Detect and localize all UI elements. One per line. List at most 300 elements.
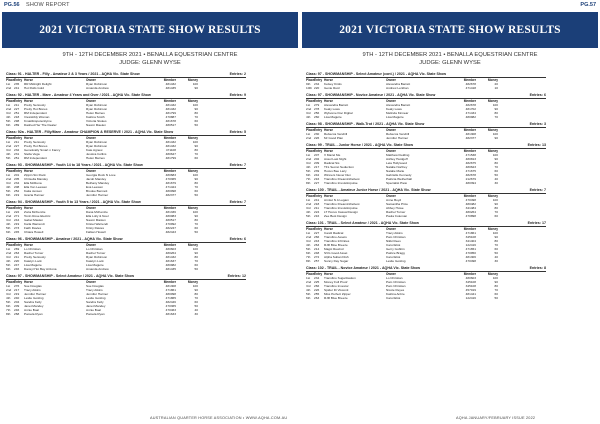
col-horse: Horse	[324, 272, 334, 276]
member-number: 341404	[465, 239, 476, 243]
member-number: 482675	[465, 161, 476, 165]
col-place: Place	[306, 78, 315, 82]
entry-number: 271	[14, 214, 20, 218]
entry-number: 263	[314, 243, 320, 247]
owner-name: Ryan Robinson	[86, 82, 108, 86]
col-owner: Owner	[386, 227, 396, 231]
owner-name: Jennifer Harmer	[86, 292, 109, 296]
entry-number: 219	[14, 222, 20, 226]
member-number: 470463	[165, 308, 176, 312]
money: 50	[494, 251, 498, 255]
entry-number: 220	[314, 86, 320, 90]
owner-name: Nikki Rees	[386, 239, 401, 243]
money: 100	[492, 103, 498, 107]
col-horse: Horse	[24, 99, 34, 103]
horse-name: Janet Mandey	[24, 304, 44, 308]
entry-number: 234	[14, 181, 20, 185]
place: 1st	[306, 153, 311, 157]
entry-number: 219	[14, 193, 20, 197]
horse-name: Jennifer Harmer	[24, 292, 47, 296]
entry-number: 211	[314, 206, 319, 210]
horse-name: Pretty Hot Bones	[24, 107, 48, 111]
owner-name: Katelyn Lock	[86, 259, 104, 263]
horse-name: Spider Di Visconti	[324, 288, 349, 292]
col-owner: Owner	[86, 206, 96, 210]
col-place: Place	[6, 136, 15, 140]
result-row	[306, 214, 546, 218]
entry-number: 231	[14, 152, 20, 156]
money: 90	[494, 202, 498, 206]
result-row	[306, 296, 546, 300]
class-entries: Entries: 6	[229, 237, 246, 241]
entry-number: 266	[314, 235, 320, 239]
horse-name: Alexandra Barrett	[324, 103, 349, 107]
footer-left: AUSTRALIAN QUARTER HORSE ASSOCIATION • WWW.AQHA.COM.AU	[150, 416, 288, 420]
col-member: Member	[463, 194, 476, 198]
member-number: 482678	[465, 103, 476, 107]
entry-number: 241	[314, 198, 320, 202]
member-number: 471434	[465, 111, 476, 115]
money: 60	[194, 119, 198, 123]
owner-name: Specialist Pieto	[386, 181, 408, 185]
class-block	[6, 72, 246, 90]
owner-name: Kate Agnew	[86, 148, 103, 152]
col-place: Place	[6, 243, 15, 247]
member-number: 480603	[165, 247, 176, 251]
member-number: 471418	[465, 86, 476, 90]
section-label: SHOW REPORT	[26, 2, 70, 8]
place: 3rd	[6, 181, 11, 185]
place: 5th	[6, 156, 11, 160]
owner-name: Jessica Collins	[86, 152, 107, 156]
col-owner: Owner	[86, 243, 96, 247]
money: 30	[494, 259, 498, 263]
place: 5th	[306, 214, 311, 218]
place: 4th	[6, 222, 11, 226]
footer	[0, 414, 600, 424]
place: 2nd	[306, 280, 312, 284]
member-number: 480394	[465, 181, 476, 185]
owner-name: Katrina Anbre	[386, 292, 405, 296]
owner-name: Kealy Lowe	[386, 107, 402, 111]
place: 3rd	[306, 161, 311, 165]
place: 4th	[6, 115, 11, 119]
class-block	[6, 200, 246, 234]
horse-name: Money Full Proof	[324, 280, 348, 284]
col-owner: Owner	[86, 136, 96, 140]
entry-number: 243	[314, 239, 320, 243]
horse-name: Rebecca Vendrill	[324, 132, 348, 136]
col-entry: Entry	[14, 136, 23, 140]
member-number: 482678	[465, 173, 476, 177]
col-member: Member	[463, 99, 476, 103]
place: 7th	[6, 308, 11, 312]
col-member: Member	[163, 243, 176, 247]
place: 5th	[6, 189, 11, 193]
class-entries: Entries: 8	[529, 266, 546, 270]
horse-name: Genetically Smart n Fancy	[24, 148, 61, 152]
member-number: 481678	[165, 119, 176, 123]
class-entries: Entries: 7	[229, 200, 246, 204]
place: 1st	[306, 198, 311, 202]
place: 1st	[6, 210, 11, 214]
class-block	[306, 122, 546, 140]
col-member: Member	[463, 272, 476, 276]
entry-number: 234	[314, 82, 320, 86]
left-banner-title: 2021 VICTORIA STATE SHOW RESULTS	[2, 12, 298, 48]
horse-name: Transfino Irresistimpulse	[324, 181, 358, 185]
member-number: 481633	[165, 312, 176, 316]
owner-name: Andrew Lenthan	[386, 86, 409, 90]
right-results-list	[306, 72, 546, 303]
horse-name: Transfino Sugaritsation	[324, 276, 356, 280]
owner-name: Jennifer Harmer	[86, 193, 109, 197]
class-title: Class: 101 - TRAIL - Select Amateur / 2021 - AQHA Vic. State Show	[306, 221, 419, 225]
money: 40	[194, 308, 198, 312]
class-block	[6, 93, 246, 127]
horse-name: Transfino Investor	[324, 284, 349, 288]
result-row	[6, 230, 246, 234]
result-row	[6, 123, 246, 127]
owner-name: Anne Boyd	[386, 198, 402, 202]
entry-number: 202	[314, 157, 320, 161]
horse-name: Alpha Sultan Dish	[324, 255, 349, 259]
horse-name: Transfino Dreaminthebest	[324, 177, 360, 181]
member-number: 470887	[165, 115, 176, 119]
entry-number: 225	[314, 280, 320, 284]
col-money: Money	[487, 78, 498, 82]
money: 90	[194, 214, 198, 218]
col-owner: Owner	[86, 99, 96, 103]
horse-name: Karla Warrendi	[24, 222, 45, 226]
top-bar	[0, 0, 600, 12]
page-number-right: PG.57	[580, 2, 596, 8]
result-row	[306, 136, 546, 140]
owner-name: Amanda Andrew	[86, 86, 109, 90]
place: 1st	[306, 103, 311, 107]
class-entries: Entries: 2	[229, 72, 246, 76]
class-entries: Entries: 12	[227, 274, 246, 278]
col-owner: Owner	[386, 128, 396, 132]
money: 80	[194, 255, 198, 259]
col-money: Money	[487, 99, 498, 103]
result-row	[6, 312, 246, 316]
member-number: 457019	[465, 288, 476, 292]
col-horse: Horse	[24, 136, 34, 140]
entry-number: 256	[314, 111, 320, 115]
place: 3rd	[6, 111, 11, 115]
right-subhead: 9TH - 12TH DECEMBER 2021 • BENALLA EQUESTRIAN CENTRE	[362, 52, 538, 58]
member-number: 481435	[165, 86, 176, 90]
entry-number: 230	[314, 132, 320, 136]
owner-name: Gabrielle Kennedy	[386, 173, 412, 177]
horse-name: RJR Bloe Breeze	[324, 243, 348, 247]
class-block	[306, 188, 546, 218]
owner-name: Fabian Howell	[86, 230, 106, 234]
place: 8th	[306, 181, 311, 185]
place: 2nd	[6, 251, 12, 255]
col-horse: Horse	[24, 206, 34, 210]
owner-name: Matthew Fielding	[386, 153, 410, 157]
member-number: 480264	[165, 251, 176, 255]
class-block	[306, 143, 546, 185]
entry-number: 268	[14, 312, 20, 316]
entry-number: 211	[14, 255, 19, 259]
class-title: Class: 97 - SHOWMANSHIP - Select Amateur (cont.) / 2021 - AQHA Vic. State Show	[306, 72, 447, 76]
col-entry: Entry	[14, 78, 23, 82]
class-entries: Entries: 6	[529, 93, 546, 97]
horse-name: Irresistibly Woman	[24, 115, 50, 119]
entry-number: 251	[14, 156, 20, 160]
col-horse: Horse	[324, 99, 334, 103]
money: 100	[192, 140, 198, 144]
entry-number: 216	[314, 214, 320, 218]
class-title: Class: 102 - TRAIL - Novice Amateur / 2021 - AQHA Vic. State Show	[306, 266, 421, 270]
col-place: Place	[6, 99, 15, 103]
place: 2nd	[306, 107, 312, 111]
owner-name: Alexandra Barrett	[386, 82, 411, 86]
money: 50	[494, 296, 498, 300]
class-entries: Entries: 7	[529, 188, 546, 192]
place: 6th	[306, 251, 311, 255]
class-title: Class: 92a - HALTER - Filly/Mare - Amateur CHAMPION & RESERVE / 2021 - AQHA Vic. State Show	[6, 130, 174, 134]
place: 6th	[6, 123, 11, 127]
place: 3rd	[306, 111, 311, 115]
money: 70	[194, 115, 198, 119]
horse-name: RJR Blue Breeze	[324, 296, 348, 300]
place: 3rd	[306, 284, 311, 288]
place: 2nd	[6, 288, 12, 292]
entry-number: 214	[314, 247, 320, 251]
entry-number: 266	[314, 284, 320, 288]
place: 7th	[306, 255, 311, 259]
owner-name: Bethany Mandey	[86, 181, 110, 185]
entry-number: 239	[314, 169, 320, 173]
place: 5th	[6, 119, 11, 123]
col-money: Money	[187, 169, 198, 173]
member-number: 470950	[465, 251, 476, 255]
place: 4th	[306, 115, 311, 119]
col-member: Member	[463, 78, 476, 82]
money: 70	[194, 185, 198, 189]
horse-name: Transfino Dreaminthebest	[324, 202, 360, 206]
footer-right: AQHA JANUARY/FEBRUARY ISSUE 2022	[456, 416, 536, 420]
col-member: Member	[163, 169, 176, 173]
money: 100	[192, 82, 198, 86]
place: 5th	[6, 226, 11, 230]
col-entry: Entry	[14, 280, 23, 284]
entry-number: 224	[314, 210, 320, 214]
place: 3rd	[6, 292, 11, 296]
member-number: 471861	[165, 288, 176, 292]
owner-name: Ryan Robinson	[86, 103, 108, 107]
place: 2nd	[6, 144, 12, 148]
place: 4th	[306, 210, 311, 214]
money: 60	[194, 226, 198, 230]
horse-name: Tracy Atkins	[24, 288, 41, 292]
entry-number: 235	[14, 82, 20, 86]
place: 2nd	[306, 235, 312, 239]
left-results-list	[6, 72, 246, 319]
entry-number: 218	[314, 202, 320, 206]
place: 8th	[306, 259, 311, 263]
place: 8th	[6, 312, 11, 316]
owner-name: Lo Christian	[86, 247, 103, 251]
entry-number: 246	[14, 308, 20, 312]
col-member: Member	[463, 128, 476, 132]
entry-number: 227	[314, 181, 320, 185]
col-member: Member	[463, 227, 476, 231]
horse-name: RM Independent	[24, 111, 47, 115]
place: 2nd	[306, 136, 312, 140]
member-number: 122416	[465, 243, 476, 247]
money: 20	[494, 82, 498, 86]
col-owner: Owner	[386, 149, 396, 153]
member-number: 480098	[165, 292, 176, 296]
member-number: 481441	[465, 292, 476, 296]
horse-name: Zippin Sin Rock	[24, 173, 46, 177]
owner-name: Ryan Robinson	[86, 144, 108, 148]
entry-number: 278	[314, 107, 320, 111]
member-number: 480623	[465, 165, 476, 169]
owner-name: Carol Eliot	[386, 296, 401, 300]
left-subhead: 9TH - 12TH DECEMBER 2021 • BENALLA EQUESTRIAN CENTRE	[62, 52, 238, 58]
owner-name: Carol Eliot	[386, 243, 401, 247]
place: 1st	[6, 140, 11, 144]
member-number: 481799	[165, 111, 176, 115]
class-title: Class: 92 - HALTER - Mare - Amateur 4 Years and Over / 2021 - AQHA Vic. State Show	[6, 93, 151, 97]
place: 1st	[6, 173, 11, 177]
money: 70	[494, 115, 498, 119]
member-number: 471108	[165, 148, 176, 152]
entry-number: 207	[314, 153, 320, 157]
entry-number: 201	[14, 173, 20, 177]
money: 100	[492, 153, 498, 157]
horse-name: Ella McRena	[24, 181, 42, 185]
class-title: Class: 98 - SHOWMANSHIP - Walk-Trot / 2021 - AQHA Vic. State Show	[306, 122, 425, 126]
horse-name: RR Midnight Delight	[24, 82, 52, 86]
money: 30	[494, 181, 498, 185]
horse-name: V Mazel Me	[324, 153, 341, 157]
horse-name: Pretty Seriously	[24, 255, 46, 259]
money: 80	[494, 161, 498, 165]
place: 3rd	[6, 148, 11, 152]
money: 90	[194, 251, 198, 255]
class-title: Class: 99 - TRAIL - Junior Horse / 2021 - AQHA Vic. State Show	[306, 143, 414, 147]
place: 6th	[306, 296, 311, 300]
entry-number: 289	[14, 123, 20, 127]
horse-name: Chiara Howell	[24, 230, 44, 234]
entry-number: 216	[314, 177, 320, 181]
member-number: 481432	[165, 140, 176, 144]
col-money: Money	[187, 136, 198, 140]
col-horse: Horse	[24, 243, 34, 247]
entry-number: 209	[14, 304, 20, 308]
member-number: 481432	[165, 103, 176, 107]
place: 3rd	[306, 206, 311, 210]
horse-name: Lo Christian	[24, 247, 41, 251]
member-number: 470498	[465, 259, 476, 263]
member-number: 481432	[165, 144, 176, 148]
money: 70	[494, 210, 498, 214]
horse-name: Winners Never Dun	[324, 173, 351, 177]
entry-number: 227	[14, 144, 20, 148]
member-number: 480083	[165, 214, 176, 218]
horse-name: Faith Davies	[24, 226, 42, 230]
owner-name: Jennifer Harmer	[386, 136, 409, 140]
entry-number: 234	[314, 276, 320, 280]
money: 60	[194, 156, 198, 160]
col-entry: Entry	[314, 99, 323, 103]
owner-name: Amanda Andrew	[86, 267, 109, 271]
owner-name: Eva Leewen	[86, 185, 104, 189]
col-member: Member	[163, 280, 176, 284]
place: 4th	[6, 259, 11, 263]
owner-name: Alexandra Barrett	[386, 103, 411, 107]
col-place: Place	[306, 149, 315, 153]
col-owner: Owner	[386, 99, 396, 103]
place: 2nd	[6, 177, 12, 181]
money: 100	[492, 276, 498, 280]
class-entries: Entries: 5	[229, 130, 246, 134]
place: 2nd	[306, 157, 312, 161]
result-row	[306, 259, 546, 263]
money: 30	[194, 312, 198, 316]
right-judge: JUDGE: GLENN WYSE	[419, 60, 481, 66]
owner-name: Gerry Gobbin	[386, 247, 405, 251]
owner-name: Ryan Robinson	[86, 107, 108, 111]
owner-name: Abbey Howe	[386, 206, 404, 210]
place: 5th	[306, 292, 311, 296]
member-number: 480603	[465, 276, 476, 280]
owner-name: Sue Douglas	[86, 284, 104, 288]
left-page	[2, 12, 298, 412]
horse-name: Kelsey Kintis	[324, 82, 342, 86]
horse-name: Hocus Bee Lazy	[324, 169, 347, 173]
entry-number: 260	[314, 115, 320, 119]
result-row	[306, 115, 546, 119]
place: 3rd	[6, 218, 11, 222]
col-member: Member	[163, 206, 176, 210]
class-block	[6, 130, 246, 160]
owner-name: Katrina Smith	[86, 115, 105, 119]
horse-name: Transfino Assets	[324, 235, 347, 239]
money: 80	[494, 206, 498, 210]
entry-number: 269	[14, 247, 20, 251]
entry-number: 211	[14, 140, 19, 144]
horse-name: Rachel Turner	[24, 251, 44, 255]
member-number: 480098	[165, 189, 176, 193]
entry-number: 227	[14, 107, 20, 111]
member-number: 480683	[165, 173, 176, 177]
place: 2nd	[6, 214, 12, 218]
horse-name: Sandra Kelly	[24, 300, 42, 304]
owner-name: Helen Barnes	[86, 111, 105, 115]
col-entry: Entry	[314, 272, 323, 276]
col-money: Money	[487, 227, 498, 231]
member-number: 482443	[165, 230, 176, 234]
money: 90	[494, 235, 498, 239]
money: 80	[194, 181, 198, 185]
owner-name: Helen Barnes	[86, 156, 105, 160]
horse-name: Pretty Seriously	[24, 103, 46, 107]
horse-name: Kealy Lowe	[324, 107, 340, 111]
result-row	[6, 156, 246, 160]
money: 100	[192, 247, 198, 251]
entry-number: 245	[14, 230, 20, 234]
owner-name: Ryan Robinson	[86, 140, 108, 144]
member-number: 480264	[465, 210, 476, 214]
